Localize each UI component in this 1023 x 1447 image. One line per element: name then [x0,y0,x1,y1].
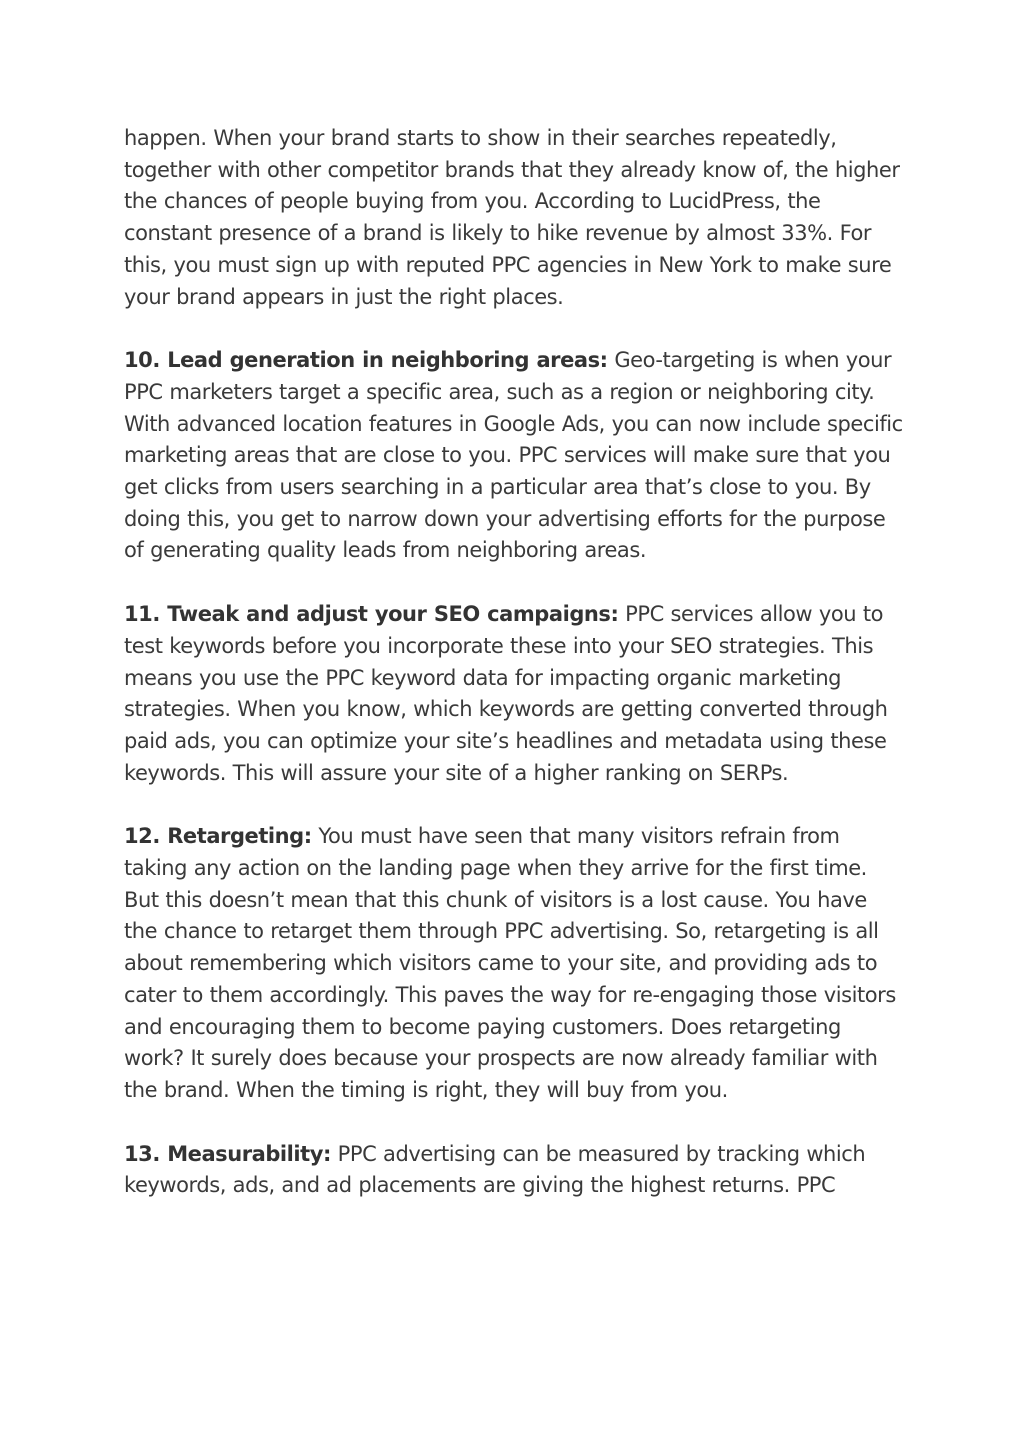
paragraph-heading: 10. Lead generation in neighboring areas: [124,348,608,373]
paragraph-measurability [124,1139,904,1202]
paragraph-body: You must have seen that many visitors refrain from taking any action on the landing page when they arrive for the first time. But this doesn’t mean that this chunk of visitors is a lost cause. You have the chance to retarget them through PPC advertising. So, retargeting is all about remembering which visitors came to your site, and providing ads to cater to them accordingly. This paves the way for re-engaging those visitors and encouraging them to become paying customers. Does retargeting work? It surely does because your prospects are now already familiar with the brand. When the timing is right, they will buy from you. [124,824,896,1102]
paragraph-body: PPC services allow you to test keywords before you incorporate these into your SEO strategies. This means you use the PPC keyword data for impacting organic marketing strategies. When you know, which keywords are getting converted through paid ads, you can optimize your site’s headlines and metadata using these keywords. This will assure your site of a higher ranking on SERPs. [124,602,888,785]
paragraph-heading: 11. Tweak and adjust your SEO campaigns: [124,602,619,627]
paragraph-body: Geo-targeting is when your PPC marketers target a specific area, such as a region or neighboring city. With advanced location features in Google Ads, you can now include specific marketing areas that are close to you. PPC services will make sure that you get clicks from users searching in a particular area that’s close to you. By doing this, you get to narrow down your advertising efforts for the purpose of generating quality leads from neighboring areas. [124,348,903,563]
paragraph-heading: 13. Measurability: [124,1141,331,1166]
paragraph-seo-campaigns [124,599,904,789]
paragraph-body: PPC advertising can be measured by tracking which keywords, ads, and ad placements are giving the highest returns. PPC [124,1141,866,1198]
paragraph-intro-continuation [124,123,904,313]
paragraph-heading: 12. Retargeting: [124,824,312,849]
paragraph-lead-generation [124,345,904,567]
document-page [124,123,904,1234]
paragraph-retargeting [124,821,904,1106]
paragraph-body: happen. When your brand starts to show in their searches repeatedly, together with other competitor brands that they already know of, the higher the chances of people buying from you. According to LucidPress, the constant presence of a brand is likely to hike revenue by almost 33%. For this, you must sign up with reputed PPC agencies in New York to make sure your brand appears in just the right places. [124,126,900,309]
